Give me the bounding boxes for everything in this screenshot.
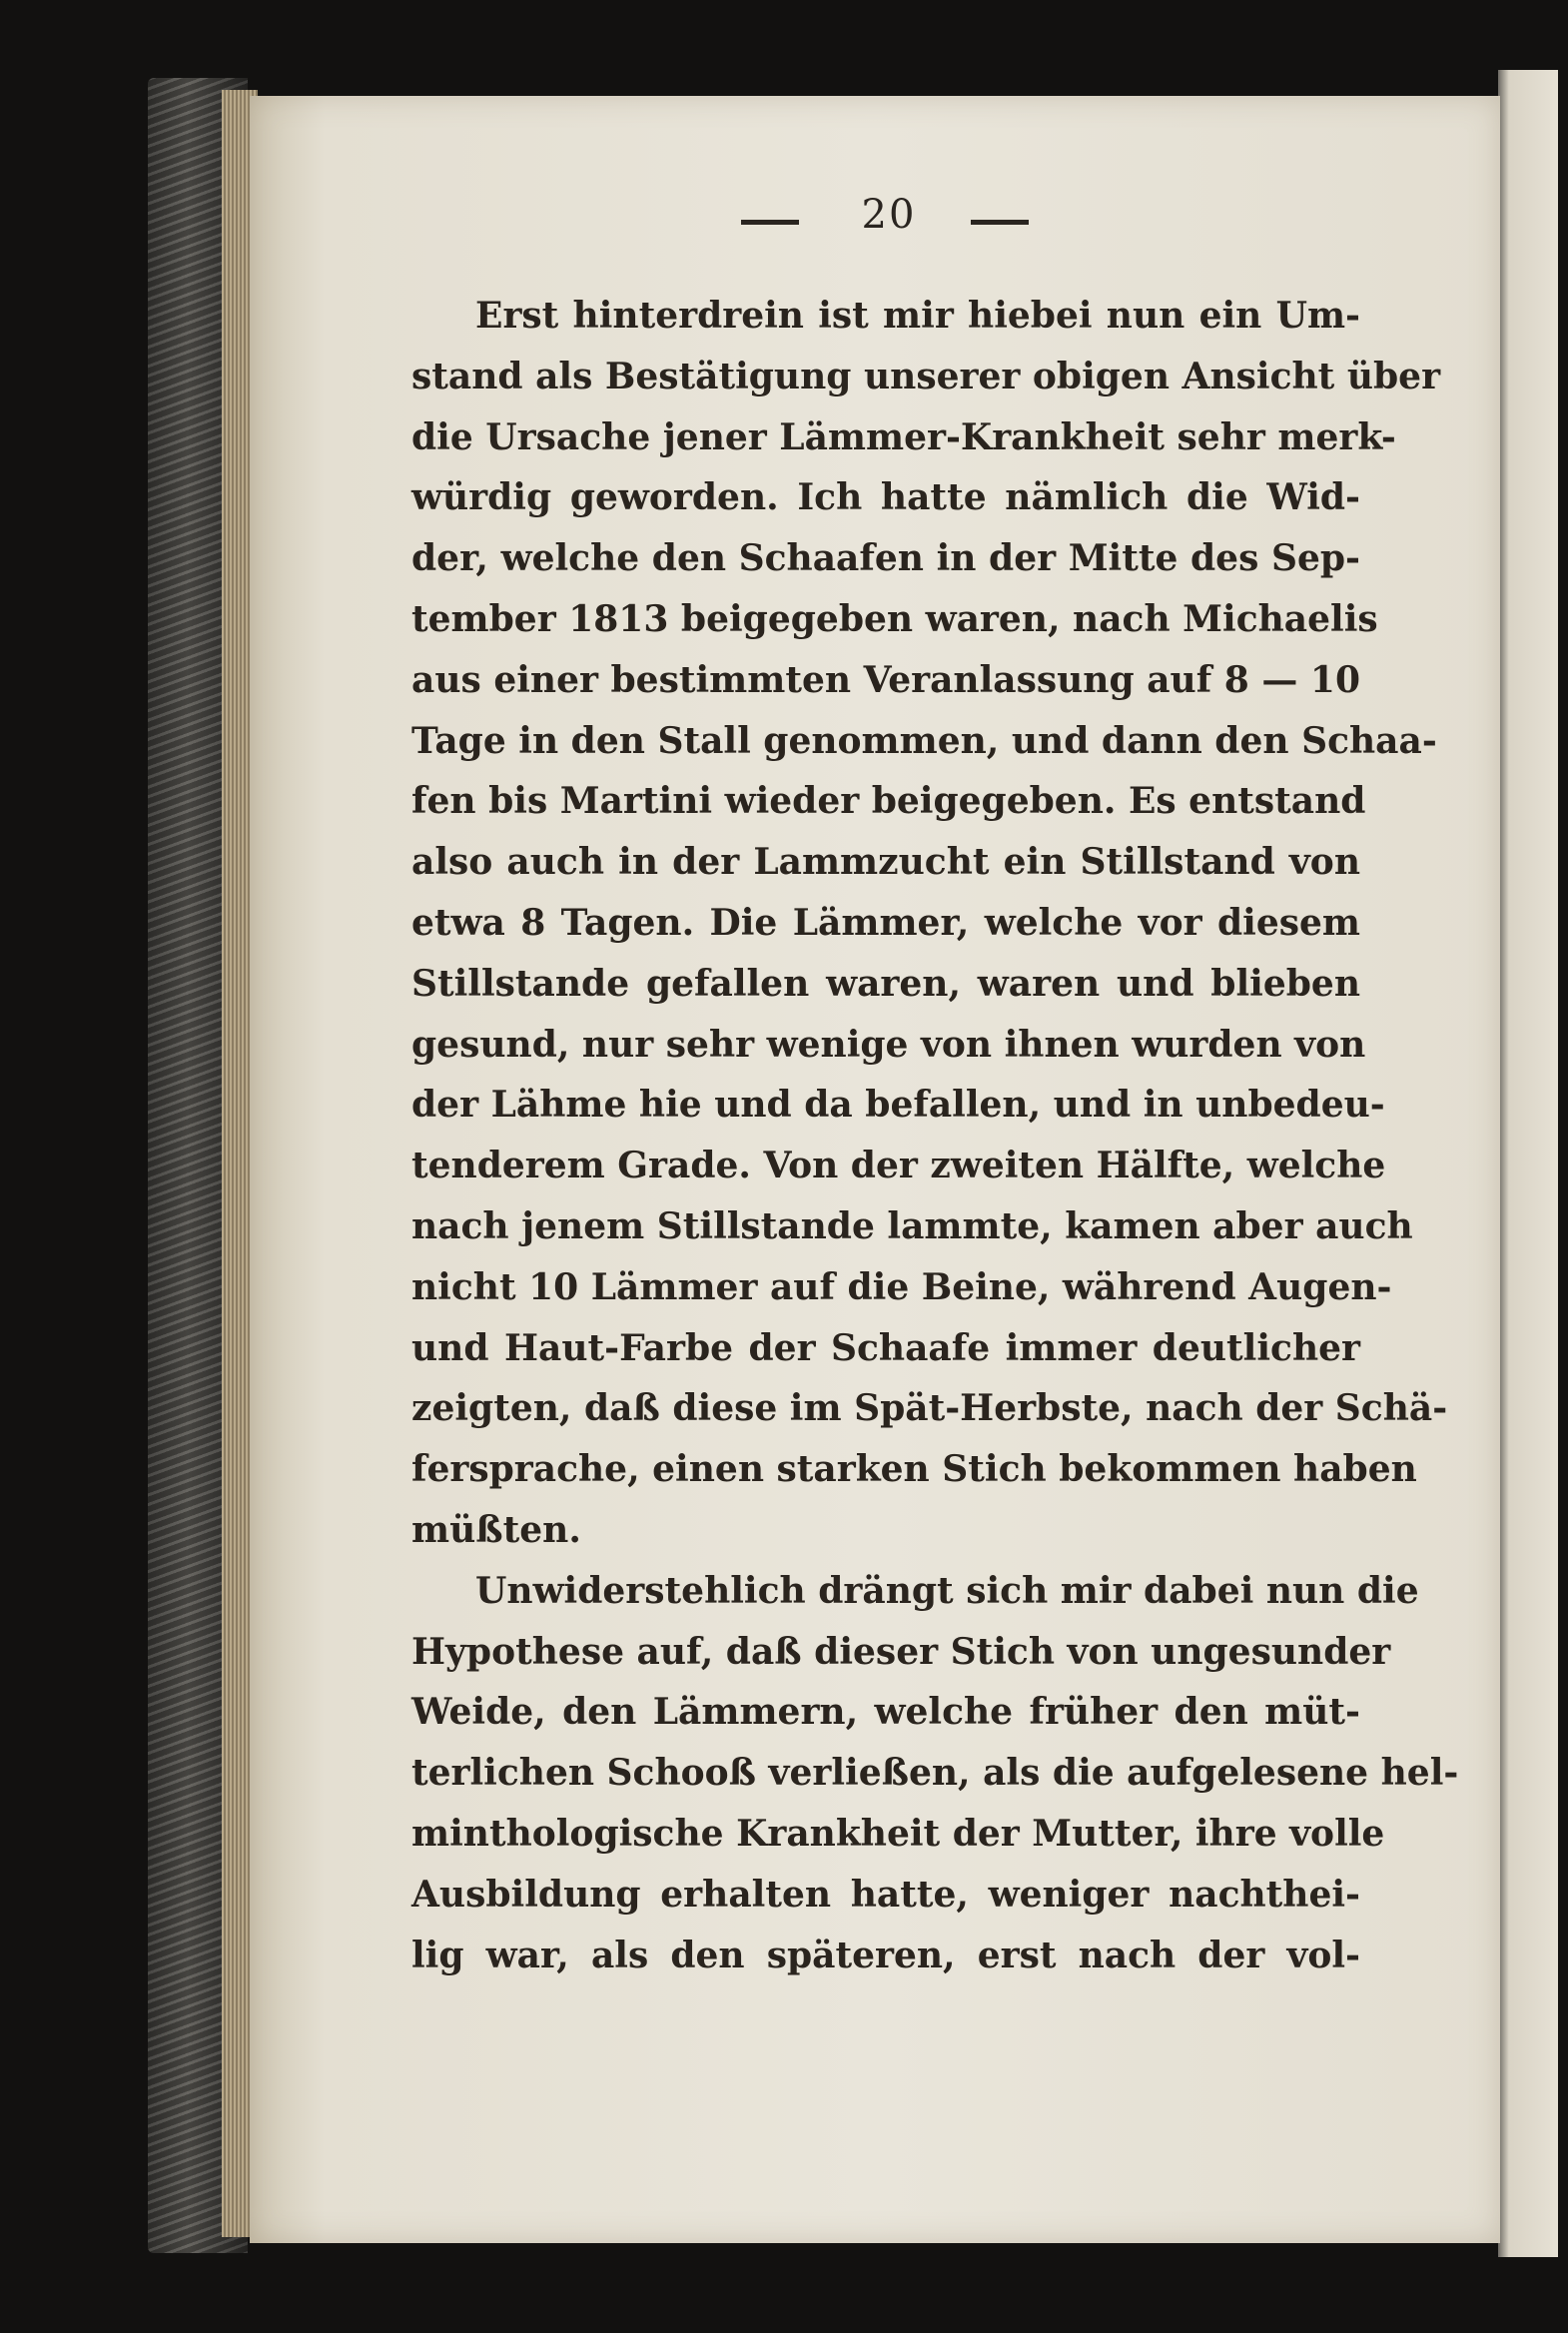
text-line: tenderem Grade. Von der zweiten Hälfte, welche bbox=[411, 1145, 1386, 1187]
book-page bbox=[250, 96, 1500, 2243]
text-line: gesund, nur sehr wenige von ihnen wurden von bbox=[411, 1023, 1366, 1066]
text-line: Hypothese auf, daß dieser Stich von ungesunder bbox=[411, 1630, 1391, 1673]
text-line: stand als Bestätigung unserer obigen Ansicht über bbox=[411, 355, 1441, 397]
text-line: würdig geworden. Ich hatte nämlich die Wid- bbox=[411, 476, 1360, 519]
text-line: terlichen Schooß verließen, als die aufgelesene hel- bbox=[411, 1752, 1459, 1795]
text-line: also auch in der Lammzucht ein Stillstand von bbox=[411, 841, 1360, 884]
text-line: tember 1813 beigegeben waren, nach Michaelis bbox=[411, 597, 1378, 640]
text-line: der Lähme hie und da befallen, und in unbedeu- bbox=[411, 1084, 1385, 1127]
text-line: lig war, als den späteren, erst nach der vol- bbox=[411, 1934, 1360, 1976]
header-dash-right bbox=[971, 220, 1029, 225]
body-text bbox=[411, 286, 1459, 1985]
text-line: die Ursache jener Lämmer-Krankheit sehr merk- bbox=[411, 415, 1396, 458]
text-line: fersprache, einen starken Stich bekommen haben bbox=[411, 1448, 1417, 1491]
text-line: Unwiderstehlich drängt sich mir dabei nun die bbox=[475, 1569, 1419, 1612]
text-line: minthologische Krankheit der Mutter, ihre volle bbox=[411, 1812, 1385, 1855]
text-line: Ausbildung erhalten hatte, weniger nachthei- bbox=[411, 1873, 1360, 1916]
text-line: nach jenem Stillstande lammte, kamen aber auch bbox=[411, 1204, 1413, 1247]
text-line: fen bis Martini wieder beigegeben. Es entstand bbox=[411, 780, 1366, 823]
text-line: nicht 10 Lämmer auf die Beine, während Augen- bbox=[411, 1265, 1392, 1308]
text-line: zeigten, daß diese im Spät-Herbste, nach der Schä- bbox=[411, 1387, 1448, 1430]
text-line: und Haut-Farbe der Schaafe immer deutlicher bbox=[411, 1326, 1360, 1369]
facing-page-edge bbox=[1498, 70, 1558, 2257]
text-line: der, welche den Schaafen in der Mitte des Sep- bbox=[411, 537, 1360, 580]
text-line: Weide, den Lämmern, welche früher den müt- bbox=[411, 1691, 1360, 1734]
text-line: aus einer bestimmten Veranlassung auf 8 — 10 bbox=[411, 658, 1360, 701]
header-dash-left bbox=[741, 220, 799, 225]
text-line: Erst hinterdrein ist mir hiebei nun ein Um- bbox=[475, 295, 1360, 337]
page-number: 20 bbox=[861, 192, 917, 238]
paragraph-1 bbox=[411, 286, 1448, 1561]
text-line: Stillstande gefallen waren, waren und blieben bbox=[411, 962, 1360, 1005]
text-line: Tage in den Stall genommen, und dann den Schaa- bbox=[411, 719, 1437, 762]
paragraph-2 bbox=[411, 1561, 1459, 1986]
text-line: etwa 8 Tagen. Die Lämmer, welche vor diesem bbox=[411, 901, 1360, 944]
text-line: müßten. bbox=[411, 1508, 581, 1551]
